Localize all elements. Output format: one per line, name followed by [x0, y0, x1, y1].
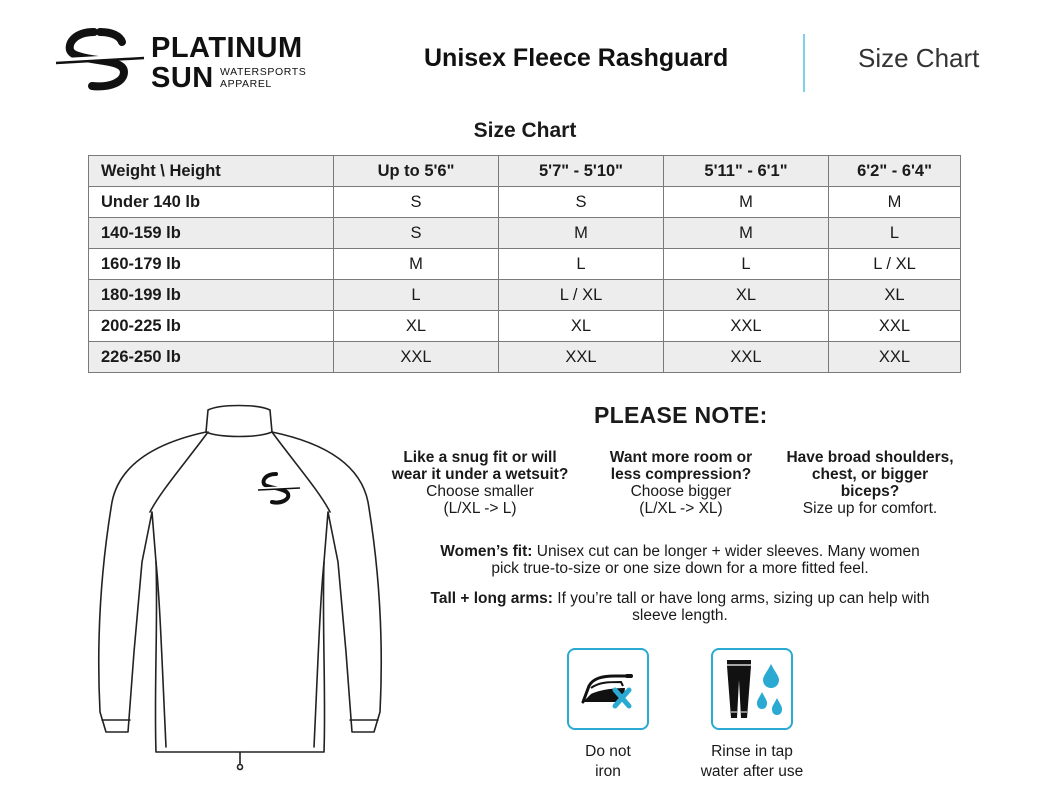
tip-answer: Choose bigger: [630, 483, 732, 500]
size-cell: XL: [664, 280, 829, 311]
tip-question: wear it under a wetsuit?: [391, 466, 569, 483]
table-row: [89, 218, 961, 249]
row-header: 180-199 lb: [89, 280, 334, 311]
care-rinse: [692, 648, 812, 782]
column-header: Up to 5'6": [334, 156, 499, 187]
header-divider: [803, 34, 805, 92]
care-label: iron: [595, 763, 621, 780]
column-header: 5'11" - 6'1": [664, 156, 829, 187]
table-row: [89, 187, 961, 218]
tip-broad-shoulders: [775, 449, 965, 517]
womens-fit-text: Unisex cut can be longer + wider sleeves. Many women: [532, 543, 920, 560]
size-cell: M: [664, 187, 829, 218]
care-label: Do not: [585, 743, 631, 760]
please-note-heading: PLEASE NOTE:: [594, 402, 768, 428]
care-no-iron: [548, 648, 668, 782]
care-label: Rinse in tap: [711, 743, 793, 760]
size-table: [88, 155, 961, 373]
row-header: 200-225 lb: [89, 311, 334, 342]
table-row: [89, 249, 961, 280]
table-header-row: [89, 156, 961, 187]
brand-name-line1: PLATINUM: [151, 32, 303, 64]
brand-name-line2: SUN: [151, 62, 214, 94]
womens-fit-label: Women’s fit:: [440, 543, 533, 560]
size-cell: M: [334, 249, 499, 280]
tip-snug-fit: [380, 449, 580, 517]
size-cell: L: [829, 218, 961, 249]
size-cell: XXL: [334, 342, 499, 373]
chest-logo-icon: [258, 474, 300, 503]
brand-tagline-line1: WATERSPORTS: [220, 66, 307, 78]
size-cell: L / XL: [499, 280, 664, 311]
size-cell: XL: [499, 311, 664, 342]
corner-header: Weight \ Height: [89, 156, 334, 187]
womens-fit-text: pick true-to-size or one size down for a more fitted feel.: [491, 560, 869, 577]
tip-question: chest, or bigger: [811, 466, 929, 483]
tip-answer: (L/XL -> XL): [639, 500, 723, 517]
table-title: Size Chart: [473, 119, 577, 142]
womens-fit-note: [400, 543, 960, 577]
size-cell: M: [829, 187, 961, 218]
tip-question: Like a snug fit or will: [403, 449, 557, 466]
tall-text: If you’re tall or have long arms, sizing up can help with: [552, 590, 930, 607]
tall-text: sleeve length.: [632, 607, 728, 624]
size-cell: XXL: [829, 311, 961, 342]
size-cell: XXL: [664, 342, 829, 373]
row-header: 226-250 lb: [89, 342, 334, 373]
tip-question: biceps?: [840, 483, 900, 500]
size-cell: M: [664, 218, 829, 249]
no-iron-icon: [567, 648, 649, 730]
size-cell: S: [334, 218, 499, 249]
product-title: Unisex Fleece Rashguard: [424, 44, 729, 72]
tip-answer: Size up for comfort.: [802, 500, 938, 517]
rinse-water-icon: [711, 648, 793, 730]
column-header: 6'2" - 6'4": [829, 156, 961, 187]
platinum-sun-logo-icon: [54, 26, 146, 94]
tip-question: less compression?: [610, 466, 752, 483]
care-label: water after use: [700, 763, 804, 780]
row-header: 160-179 lb: [89, 249, 334, 280]
table-row: [89, 311, 961, 342]
size-cell: XXL: [499, 342, 664, 373]
size-cell: S: [334, 187, 499, 218]
brand-tagline-line2: APPAREL: [220, 78, 272, 90]
size-cell: XL: [829, 280, 961, 311]
size-cell: S: [499, 187, 664, 218]
size-cell: L: [499, 249, 664, 280]
rashguard-illustration: [90, 402, 390, 774]
size-cell: L / XL: [829, 249, 961, 280]
size-cell: L: [664, 249, 829, 280]
tip-answer: Choose smaller: [426, 483, 534, 500]
tall-label: Tall + long arms:: [430, 590, 553, 607]
brand-logo: [54, 26, 324, 96]
table-row: [89, 280, 961, 311]
brand-tagline: [220, 66, 306, 90]
size-cell: L: [334, 280, 499, 311]
header-section-label: Size Chart: [858, 43, 980, 73]
tip-question: Want more room or: [609, 449, 753, 466]
tall-long-arms-note: [400, 590, 960, 624]
size-cell: XL: [334, 311, 499, 342]
size-cell: M: [499, 218, 664, 249]
size-cell: XXL: [664, 311, 829, 342]
table-row: [89, 342, 961, 373]
size-cell: XXL: [829, 342, 961, 373]
row-header: 140-159 lb: [89, 218, 334, 249]
tip-question: Have broad shoulders,: [786, 449, 954, 466]
row-header: Under 140 lb: [89, 187, 334, 218]
tip-answer: (L/XL -> L): [443, 500, 517, 517]
tip-more-room: [591, 449, 771, 517]
column-header: 5'7" - 5'10": [499, 156, 664, 187]
